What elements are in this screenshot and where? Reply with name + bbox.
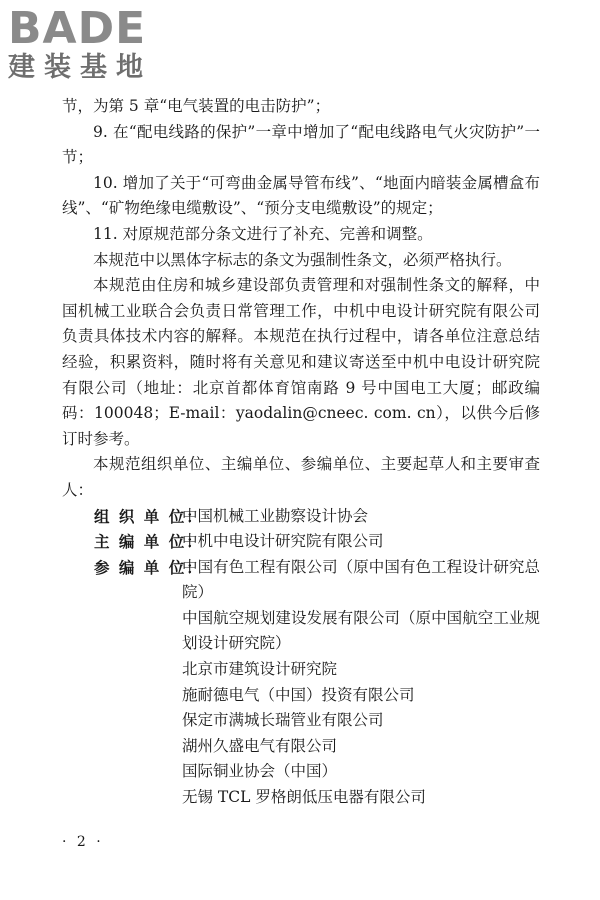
participant-item: 国际铜业协会（中国） (182, 762, 338, 781)
paragraph: 本规范中以黑体字标志的条文为强制性条文，必须严格执行。 (93, 250, 512, 269)
paragraph: 本规范由住房和城乡建设部负责管理和对强制性条文的解释，中国机械工业联合会负责日常管理工作，中机中电设计研究院有限公司负责具体技术内容的解释。本规范在执行过程中，请各单位注意总结经验，积累资料，随时将有关意见和建议寄送至中机中电设计研究院有限公司（地址：北京首都体育馆南路 9 号中国电工大厦；邮政编码：100048；E-mail：yaodalin@cneec. com. cn），以供今后修订时参考。 (62, 276, 540, 448)
page-number: · 2 · (62, 834, 104, 850)
participant-item: 湖州久盛电气有限公司 (182, 736, 338, 755)
logo-brand: BADE (8, 3, 147, 54)
participant-item: 施耐德电气（中国）投资有限公司 (182, 685, 415, 704)
chief-editor-label: 主 编 单 位： (94, 532, 204, 552)
participant-item: 北京市建筑设计研究院 (182, 660, 338, 679)
participants-label: 参 编 单 位： (94, 557, 204, 577)
organizer-label: 组 织 单 位： (94, 506, 204, 526)
participant-item: 中国航空规划建设发展有限公司（原中国航空工业规划设计研究院） (182, 608, 540, 653)
paragraph: 本规范组织单位、主编单位、参编单位、主要起草人和主要审查人： (62, 455, 540, 499)
participants-list (182, 555, 540, 811)
paragraph: 11. 对原规范部分条文进行了补充、完善和调整。 (93, 224, 433, 243)
paragraph: 节，为第 5 章“电气装置的电击防护”； (62, 97, 331, 115)
participant-item: 保定市满城长瑞管业有限公司 (182, 711, 384, 730)
logo (8, 3, 178, 84)
logo-subtitle: 建装基地 (8, 52, 152, 83)
organizer-value: 中国机械工业勘察设计协会 (182, 506, 369, 525)
document-body (62, 94, 540, 811)
participant-item: 无锡 TCL 罗格朗低压电器有限公司 (182, 788, 426, 807)
participants-row (62, 555, 540, 811)
chief-editor-value: 中机中电设计研究院有限公司 (182, 532, 384, 551)
participant-item: 中国有色工程有限公司（原中国有色工程设计研究总院） (182, 557, 540, 602)
chief-editor-row (62, 529, 540, 555)
organizer-row (62, 504, 540, 530)
paragraph: 10. 增加了关于“可弯曲金属导管布线”、“地面内暗装金属槽盒布线”、“矿物绝缘电缆敷设”、“预分支电缆敷设”的规定； (62, 173, 540, 218)
paragraph: 9. 在“配电线路的保护”一章中增加了“配电线路电气火灾防护”一节； (62, 122, 540, 167)
